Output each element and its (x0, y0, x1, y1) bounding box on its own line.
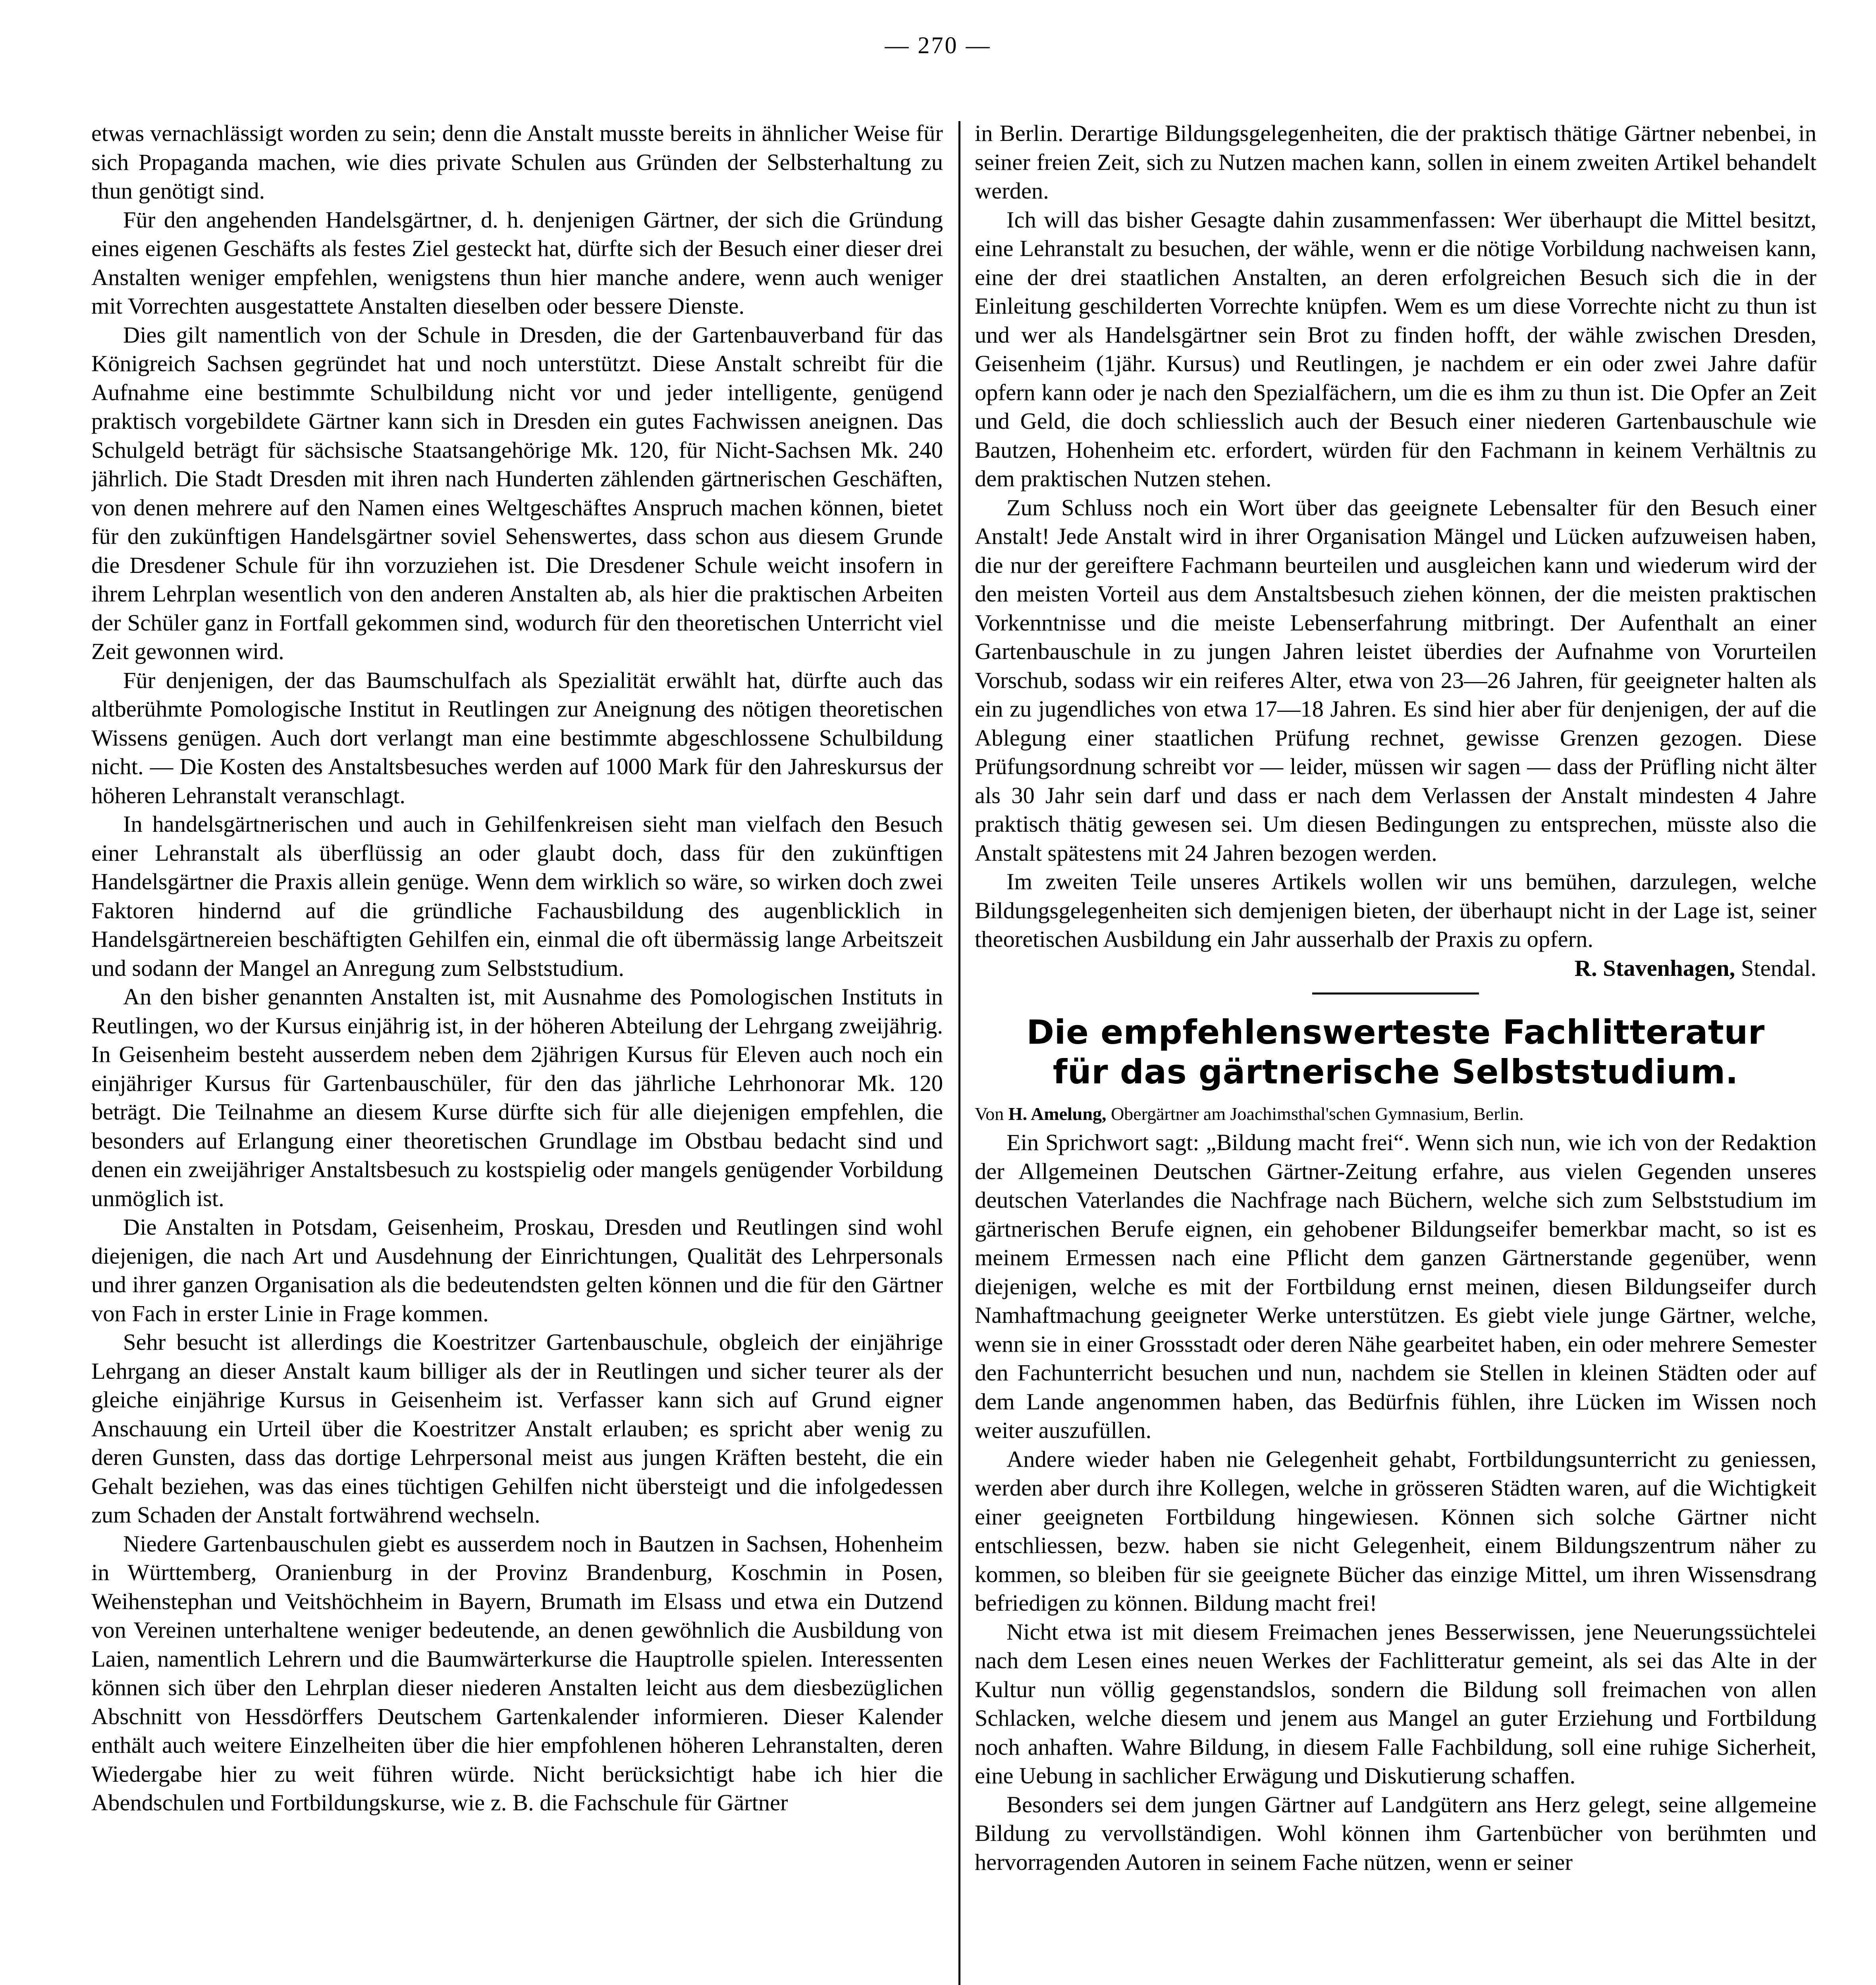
article-title-line-2: für das gärtnerische Selbststudium. (1053, 1052, 1739, 1091)
paragraph: Zum Schluss noch ein Wort über das geeignete Lebensalter für den Besuch einer Anstalt! Jede Anstalt wird in ihrer Organisation Mängel und Lücken aufzuweisen haben, die nur der gereiftere Fachmann beurteilen und ausgleichen kann und wiederum wird der den meisten Vorteil aus dem Anstaltsbesuch ziehen können, der die meisten praktischen Vorkenntnisse und die meiste Lebenserfahrung mitbringt. Der Aufenthalt an einer Gartenbauschule in zu jungen Jahren leistet überdies der Aufnahme von Vorurteilen Vorschub, sodass wir ein reiferes Alter, etwa von 23—26 Jahren, für geeigneter halten als ein zu jugendliches von etwa 17—18 Jahren. Es sind hier aber für denjenigen, der auf die Ablegung einer staatlichen Prüfung rechnet, gewisse Grenzen gezogen. Diese Prüfungsordnung schreibt vor — leider, müssen wir sagen — dass der Prüfling nicht älter als 30 Jahr sein darf und dass er nach dem Verlassen der Anstalt mindesten 4 Jahre praktisch thätig gewesen sei. Um diesen Bedingungen zu entsprechen, müsste also die Anstalt spätestens mit 24 Jahren bezogen werden. (975, 494, 1816, 866)
paragraph: Niedere Gartenbauschulen giebt es ausserdem noch in Bautzen in Sachsen, Hohenheim in Württemberg, Oranienburg in der Provinz Brandenburg, Koschmin in Posen, Weihenstephan und Veitshöchheim in Bayern, Brumath im Elsass und etwa ein Dutzend von Vereinen unterhaltene weniger bedeutende, an denen gewöhnlich die Ausbildung von Laien, namentlich Lehrern und die Baumwärterkurse die Hauptrolle spielen. Interessenten können sich über den Lehrplan dieser niederen Anstalten leicht aus dem diesbezüglichen Abschnitt von Hessdörffers Deutschem Gartenkalender informieren. Dieser Kalender enthält auch weitere Einzelheiten über die hier empfohlenen höheren Lehranstalten, deren Wiedergabe hier zu weit führen würde. Nicht berücksichtigt habe ich hier die Abendschulen und Fortbildungskurse, wie z. B. die Fachschule für Gärtner (91, 1530, 943, 1815)
paragraph: Andere wieder haben nie Gelegenheit gehabt, Fortbildungsunterricht zu geniessen, werden aber durch ihre Kollegen, welche in grösseren Städten waren, auf die Wichtigkeit einer geeigneten Fortbildung hingewiesen. Können sich solche Gärtner nicht entschliessen, bezw. haben sie nicht Gelegenheit, einem Bildungszentrum näher zu kommen, so bleiben für sie geeignete Bücher das einzige Mittel, um ihren Wissensdrang befriedigen zu können. Bildung macht frei! (975, 1446, 1816, 1616)
right-column (975, 119, 1816, 1985)
section-divider (1312, 992, 1479, 994)
article-title-line-1: Die empfehlenswerteste Fachlitteratur (1026, 1013, 1765, 1052)
paragraph: in Berlin. Derartige Bildungsgelegenheiten, die der praktisch thätige Gärtner nebenbei, in seiner freien Zeit, sich zu Nutzen machen kann, sollen in einem zweiten Artikel behandelt werden. (975, 120, 1816, 204)
paragraph: Im zweiten Teile unseres Artikels wollen wir uns bemühen, darzulegen, welche Bildungsgelegenheiten sich demjenigen bieten, der überhaupt nicht in der Lage ist, seiner theoretischen Ausbildung ein Jahr ausserhalb der Praxis zu opfern. (975, 869, 1816, 952)
left-column (91, 119, 943, 1985)
paragraph: Ich will das bisher Gesagte dahin zusammenfassen: Wer überhaupt die Mittel besitzt, eine Lehranstalt zu besuchen, der wähle, wenn er die nötige Vorbildung nachweisen kann, eine der drei staatlichen Anstalten, an deren erfolgreichen Besuch sich die in der Einleitung geschilderten Vorrechte knüpfen. Wem es um diese Vorrechte nicht zu thun ist und wer als Handelsgärtner sein Brot zu finden hofft, der wähle zwischen Dresden, Geisenheim (1jähr. Kursus) und Reutlingen, je nachdem er ein oder zwei Jahre dafür opfern kann oder je nach den Spezialfächern, um die es ihm zu thun ist. Die Opfer an Zeit und Geld, die doch schliesslich auch der Besuch einer niederen Gartenbauschule wie Bautzen, Hohenheim etc. erfordert, würden für den Fachmann in keinem Verhältnis zu dem praktischen Nutzen stehen. (975, 206, 1816, 491)
article-byline (975, 1100, 1816, 1128)
byline-affiliation: Obergärtner am Joachimsthal'schen Gymnasium, Berlin. (1111, 1104, 1524, 1124)
paragraph: Besonders sei dem jungen Gärtner auf Landgütern ans Herz gelegt, seine allgemeine Bildung zu vervollständigen. Wohl können ihm Gartenbücher von berühmten und hervorragenden Autoren in seinem Fache nützen, wenn er seiner (975, 1791, 1816, 1875)
paragraph: Für den angehenden Handelsgärtner, d. h. denjenigen Gärtner, der sich die Gründung eines eigenen Geschäfts als festes Ziel gesteckt hat, dürfte sich der Besuch einer dieser drei Anstalten weniger empfehlen, wenigstens thun hier manche andere, wenn auch weniger mit Vorrechten ausgestattete Anstalten dieselben oder bessere Dienste. (91, 206, 943, 319)
paragraph: An den bisher genannten Anstalten ist, mit Ausnahme des Pomologischen Instituts in Reutlingen, wo der Kursus einjährig ist, in der höheren Abteilung der Lehrgang zweijährig. In Geisenheim besteht ausserdem neben dem 2jährigen Kursus für Eleven auch noch ein einjähriger Kursus für Gartenbauschüler, für den das jährliche Lehrhonorar Mk. 120 beträgt. Die Teilnahme an diesem Kurse dürfte sich für alle diejenigen empfehlen, die besonders auf Erlangung einer theoretischen Grundlage im Obstbau bedacht sind und denen ein zweijähriger Anstaltsbesuch zu kostspielig oder mangels genügender Vorbildung unmöglich ist. (91, 984, 943, 1211)
paragraph: In handelsgärtnerischen und auch in Gehilfenkreisen sieht man vielfach den Besuch einer Lehranstalt als überflüssig an oder glaubt doch, dass für den zukünftigen Handelsgärtner die Praxis allein genüge. Wenn dem wirklich so wäre, so wirken doch zwei Faktoren hindernd auf die gründliche Fachausbildung des augenblicklich in Handelsgärtnereien beschäftigten Gehilfen ein, einmal die oft übermässig lange Arbeitszeit und sodann der Mangel an Anregung zum Selbststudium. (91, 811, 943, 981)
paragraph: Ein Sprichwort sagt: „Bildung macht frei“. Wenn sich nun, wie ich von der Redaktion der Allgemeinen Deutschen Gärtner-Zeitung erfahre, aus vielen Gegenden unseres deutschen Vaterlandes die Nachfrage nach Büchern, welche sich zum Selbststudium im gärtnerischen Berufe eignen, ein gehobener Bildungseifer bemerkbar macht, so ist es meinem Ermessen nach eine Pflicht dem ganzen Gärtnerstande gegenüber, wenn diejenigen, welche es mit der Fortbildung ernst meinen, diesen Bildungseifer durch Namhaftmachung geeigneter Werke unterstützen. Es giebt viele junge Gärtner, welche, wenn sie in einer Grossstadt oder deren Nähe gearbeitet haben, ein oder mehrere Semester den Fachunterricht besuchen und nun, nachdem sie Stellen in kleinen Städten oder auf dem Lande angenommen haben, das Bedürfnis fühlen, ihre Lücken im Wissen noch weiter auszufüllen. (975, 1129, 1816, 1443)
paragraph: Nicht etwa ist mit diesem Freimachen jenes Besserwissen, jene Neuerungssüchtelei nach dem Lesen eines neuen Werkes der Fachlitteratur gemeint, als sei das Alte in der Kultur nun völlig gegenstandslos, sondern die Bildung soll freimachen von allen Schlacken, welche diesem und jenem aus Mangel an guter Erziehung und Fortbildung noch anhaften. Wahre Bildung, in diesem Falle Fachbildung, soll eine ruhige Sicherheit, eine Uebung in sachlicher Erwägung und Diskutierung schaffen. (975, 1619, 1816, 1788)
byline-prefix: Von (975, 1104, 1004, 1124)
page-number: — 270 — (885, 32, 991, 58)
signature-place: Stendal. (1741, 955, 1816, 981)
paragraph: etwas vernachlässigt worden zu sein; denn die Anstalt musste bereits in ähnlicher Weise für sich Propaganda machen, wie dies private Schulen aus Gründen der Selbsterhaltung zu thun genötigt sind. (91, 120, 943, 204)
paragraph: Sehr besucht ist allerdings die Koestritzer Gartenbauschule, obgleich der einjährige Lehrgang an dieser Anstalt kaum billiger als der in Reutlingen und sicher teurer als der gleiche einjährige Kursus in Geisenheim ist. Verfasser kann sich auf Grund eigner Anschauung ein Urteil über die Koestritzer Anstalt erlauben; es spricht aber wenig zu deren Gunsten, dass das dortige Lehrpersonal meist aus jungen Kräften besteht, die ein Gehalt beziehen, was das eines tüchtigen Gehilfen nicht übersteigt und die infolgedessen zum Schaden der Anstalt fortwährend wechseln. (91, 1329, 943, 1528)
signature-name: R. Stavenhagen, (1574, 955, 1735, 981)
paragraph: Für denjenigen, der das Baumschulfach als Spezialität erwählt hat, dürfte auch das altberühmte Pomologische Institut in Reutlingen zur Aneignung des nötigen theoretischen Wissens genügen. Auch dort verlangt man eine bestimmte abgeschlossene Schulbildung nicht. — Die Kosten des Anstaltsbesuches werden auf 1000 Mark für den Jahreskursus der höheren Lehranstalt veranschlagt. (91, 667, 943, 808)
paragraph: Die Anstalten in Potsdam, Geisenheim, Proskau, Dresden und Reutlingen sind wohl diejenigen, die nach Art und Ausdehnung der Einrichtungen, Qualität des Lehrpersonals und ihrer ganzen Organisation als die bedeutendsten gelten können und die für den Gärtner von Fach in erster Linie in Frage kommen. (91, 1214, 943, 1326)
column-divider (958, 121, 960, 1985)
paragraph: Dies gilt namentlich von der Schule in Dresden, die der Gartenbauverband für das Königreich Sachsen gegründet hat und noch unterstützt. Diese Anstalt schreibt für die Aufnahme eine bestimmte Schulbildung nicht vor und jeder intelligente, genügend praktisch vorgebildete Gärtner kann sich in Dresden ein gutes Fachwissen aneignen. Das Schulgeld beträgt für sächsische Staatsangehörige Mk. 120, für Nicht-Sachsen Mk. 240 jährlich. Die Stadt Dresden mit ihren nach Hunderten zählenden gärtnerischen Geschäften, von denen mehrere auf den Namen eines Weltgeschäftes Anspruch machen können, bietet für den zukünftigen Handelsgärtner soviel Sehenswertes, dass schon aus diesem Grunde die Dresdener Schule für ihn vorzuziehen ist. Die Dresdener Schule weicht insofern in ihrem Lehrplan wesentlich von den anderen Anstalten ab, als hier die praktischen Arbeiten der Schüler ganz in Fortfall gekommen sind, wodurch für den theoretischen Unterricht viel Zeit gewonnen wird. (91, 322, 943, 664)
author-signature (975, 954, 1816, 983)
byline-author: H. Amelung, (1008, 1104, 1107, 1124)
